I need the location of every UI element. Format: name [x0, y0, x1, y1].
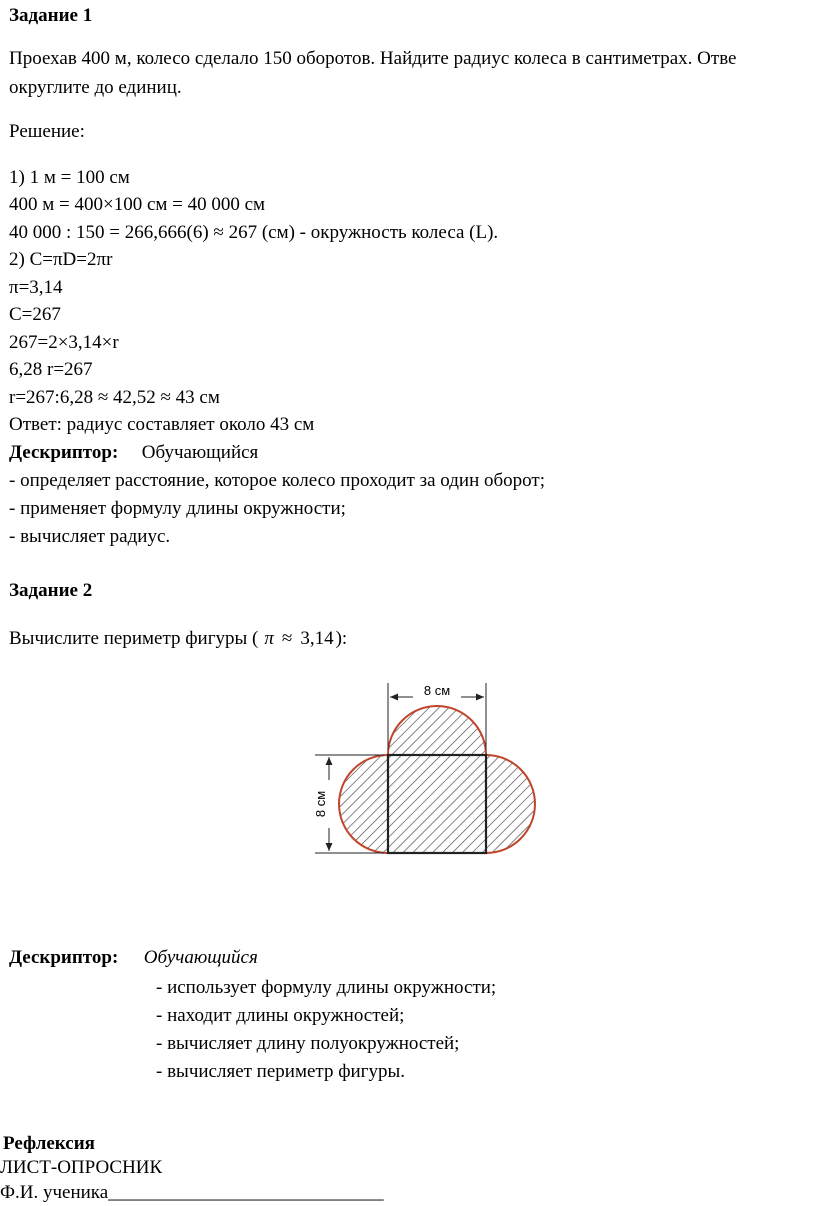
- student-name-line: Ф.И. ученика_____________________________: [0, 1182, 384, 1203]
- task1-step: 267=2×3,14×r: [9, 332, 119, 353]
- top-dimension-label: 8 см: [423, 683, 451, 698]
- task2-descriptor-item: - вычисляет периметр фигуры.: [156, 1061, 405, 1082]
- task1-step: 40 000 : 150 = 266,666(6) ≈ 267 (см) - окружность колеса (L).: [9, 222, 499, 243]
- task2-descriptor: [9, 946, 258, 970]
- task1-descriptor-item: - определяет расстояние, которое колесо проходит за один оборот;: [9, 470, 546, 491]
- task1-problem-line1: Проехав 400 м, колесо сделало 150 оборотов. Найдите радиус колеса в сантиметрах. Отве: [9, 48, 737, 69]
- figure-hatched-region: [339, 706, 535, 853]
- approx-symbol: ≈: [281, 628, 293, 649]
- task2-descriptor-item: - находит длины окружностей;: [156, 1005, 405, 1026]
- task1-step: 1) 1 м = 100 см: [9, 167, 130, 188]
- task1-step: r=267:6,28 ≈ 42,52 ≈ 43 см: [9, 387, 220, 408]
- task1-descriptor-label: Дескриптор:: [9, 442, 119, 463]
- task1-step: 6,28 r=267: [9, 359, 93, 380]
- task1-step: 400 м = 400×100 см = 40 000 см: [9, 194, 266, 215]
- task1-descriptor-item: - применяет формулу длины окружности;: [9, 498, 346, 519]
- task1-descriptor-item: - вычисляет радиус.: [9, 526, 171, 547]
- task2-title: Задание 2: [9, 580, 93, 601]
- task1-answer: Ответ: радиус составляет около 43 см: [9, 414, 315, 435]
- task2-descriptor-item: - вычисляет длину полуокружностей;: [156, 1033, 460, 1054]
- task1-step: π=3,14: [9, 277, 63, 298]
- task2-descriptor-item: - использует формулу длины окружности;: [156, 977, 497, 998]
- task2-prompt: [9, 627, 347, 651]
- task1-title: Задание 1: [9, 5, 93, 26]
- task1-step: 2) C=πD=2πr: [9, 249, 113, 270]
- task2-descriptor-label: Дескриптор:: [9, 947, 119, 968]
- side-dimension-label: 8 см: [313, 790, 328, 818]
- task1-descriptor-subject: Обучающийся: [141, 442, 259, 463]
- pi-value: 3,14: [300, 628, 334, 649]
- questionnaire-title: ЛИСТ-ОПРОСНИК: [0, 1157, 163, 1178]
- reflection-title: Рефлексия: [3, 1133, 95, 1154]
- task2-prompt-before: Вычислите периметр фигуры (: [9, 628, 259, 649]
- task1-solution-label: Решение:: [9, 121, 85, 142]
- perimeter-figure: [300, 668, 560, 868]
- task1-step: C=267: [9, 304, 61, 325]
- task1-problem-line2: округлите до единиц.: [9, 77, 182, 98]
- task2-descriptor-subject: Обучающийся: [143, 947, 258, 968]
- task2-prompt-after: ):: [335, 628, 348, 649]
- pi-symbol: π: [264, 628, 274, 649]
- task1-descriptor: [9, 441, 258, 465]
- perimeter-figure-svg: [300, 668, 560, 868]
